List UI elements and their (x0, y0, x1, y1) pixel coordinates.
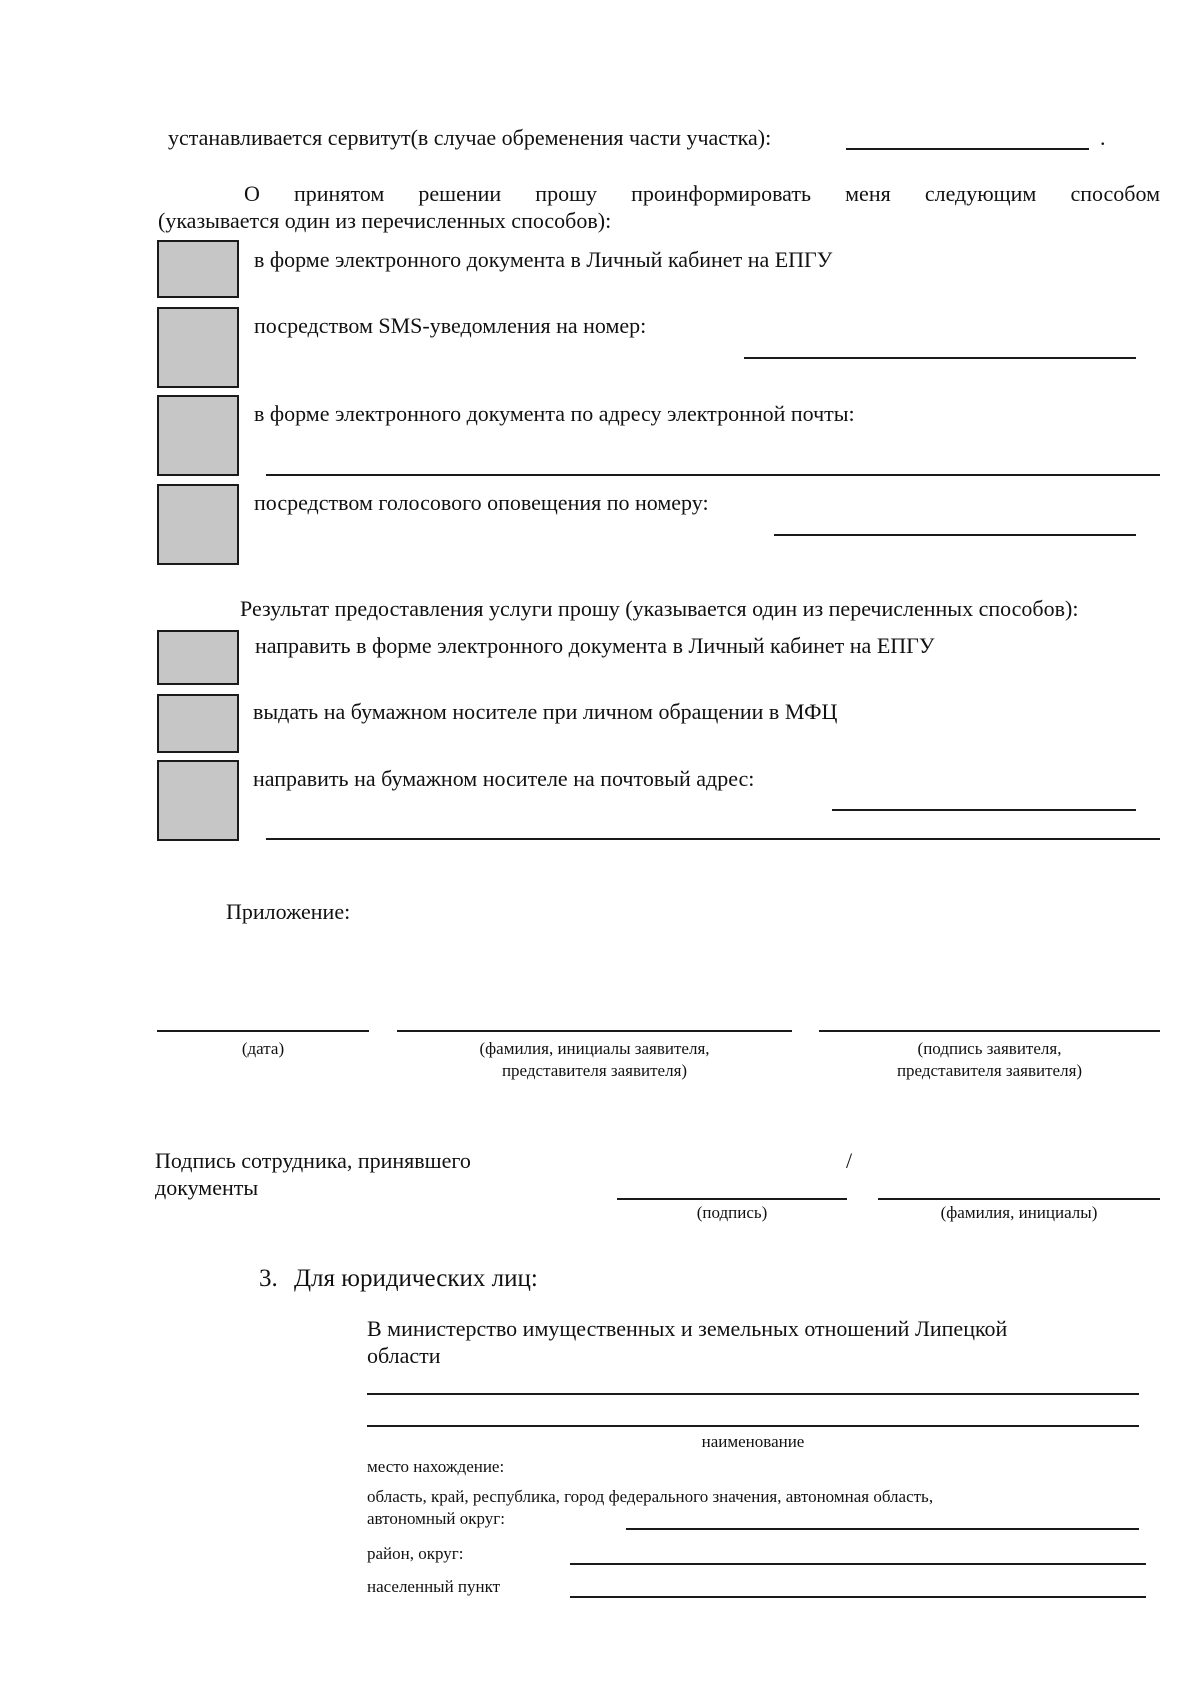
region-label-line1: область, край, республика, город федерального значения, автономная область, (367, 1487, 934, 1506)
result-mfc-checkbox[interactable] (157, 694, 239, 753)
attachment-label: Приложение: (226, 899, 351, 924)
employee-signature-caption: (подпись) (696, 1203, 768, 1222)
notify-intro-line1: О принятом решении прошу проинформировать меня следующим способом (244, 181, 1160, 206)
settlement-label: населенный пункт (367, 1577, 501, 1596)
employee-name-caption: (фамилия, инициалы) (940, 1203, 1098, 1222)
employee-signature-field-line[interactable] (617, 1198, 847, 1200)
employee-separator: / (846, 1148, 853, 1173)
legal-heading-text: Для юридических лиц: (294, 1265, 538, 1292)
notify-email-checkbox[interactable] (157, 395, 239, 476)
notify-epgu-checkbox[interactable] (157, 240, 239, 298)
servitude-field-line[interactable] (846, 148, 1089, 150)
voice-number-field-line[interactable] (774, 534, 1136, 536)
recipient-line1: В министерство имущественных и земельных отношений Липецкой (367, 1316, 1008, 1341)
notify-option-label: в форме электронного документа в Личный кабинет на ЕПГУ (254, 247, 833, 272)
notify-intro-line2: (указывается один из перечисленных способов): (158, 208, 612, 233)
applicant-signature-caption-line2: представителя заявителя) (896, 1061, 1083, 1080)
postal-address-field-line[interactable] (832, 809, 1136, 811)
recipient-line2: области (367, 1343, 441, 1368)
district-field-line[interactable] (570, 1563, 1146, 1565)
result-post-checkbox[interactable] (157, 760, 239, 841)
employee-signature-label-line1: Подпись сотрудника, принявшего (155, 1148, 471, 1173)
region-field-line[interactable] (626, 1528, 1139, 1530)
result-option-label: выдать на бумажном носителе при личном обращении в МФЦ (253, 699, 838, 724)
postal-address-field-line-2[interactable] (266, 838, 1160, 840)
email-field-line[interactable] (266, 474, 1160, 476)
settlement-field-line[interactable] (570, 1596, 1146, 1598)
notify-option-label: в форме электронного документа по адресу электронной почты: (254, 401, 855, 426)
result-option-label: направить в форме электронного документа в Личный кабинет на ЕПГУ (255, 633, 935, 658)
location-label: место нахождение: (367, 1457, 505, 1476)
notify-option-label: посредством SMS-уведомления на номер: (254, 313, 647, 338)
organization-name-field-line-2[interactable] (367, 1425, 1139, 1427)
servitude-end-mark: . (1100, 125, 1106, 150)
legal-heading-number: 3. (259, 1265, 278, 1292)
result-option-label: направить на бумажном носителе на почтовый адрес: (253, 766, 755, 791)
date-field-line[interactable] (157, 1030, 369, 1032)
servitude-text: устанавливается сервитут(в случае обременения части участка): (168, 125, 772, 150)
result-epgu-checkbox[interactable] (157, 630, 239, 685)
district-label: район, округ: (367, 1544, 464, 1563)
sms-number-field-line[interactable] (744, 357, 1136, 359)
employee-signature-label-line2: документы (155, 1175, 259, 1200)
notify-voice-checkbox[interactable] (157, 484, 239, 565)
applicant-name-field-line[interactable] (397, 1030, 792, 1032)
notify-sms-checkbox[interactable] (157, 307, 239, 388)
result-intro: Результат предоставления услуги прошу (указывается один из перечисленных способов): (240, 596, 1079, 621)
applicant-signature-field-line[interactable] (819, 1030, 1160, 1032)
applicant-name-caption-line1: (фамилия, инициалы заявителя, (479, 1039, 710, 1058)
organization-name-field-line[interactable] (367, 1393, 1139, 1395)
region-label-line2: автономный округ: (367, 1509, 505, 1528)
date-caption: (дата) (241, 1039, 285, 1058)
employee-name-field-line[interactable] (878, 1198, 1160, 1200)
notify-option-label: посредством голосового оповещения по номеру: (254, 490, 709, 515)
applicant-signature-caption-line1: (подпись заявителя, (917, 1039, 1062, 1058)
organization-name-caption: наименование (701, 1432, 805, 1451)
applicant-name-caption-line2: представителя заявителя) (501, 1061, 688, 1080)
